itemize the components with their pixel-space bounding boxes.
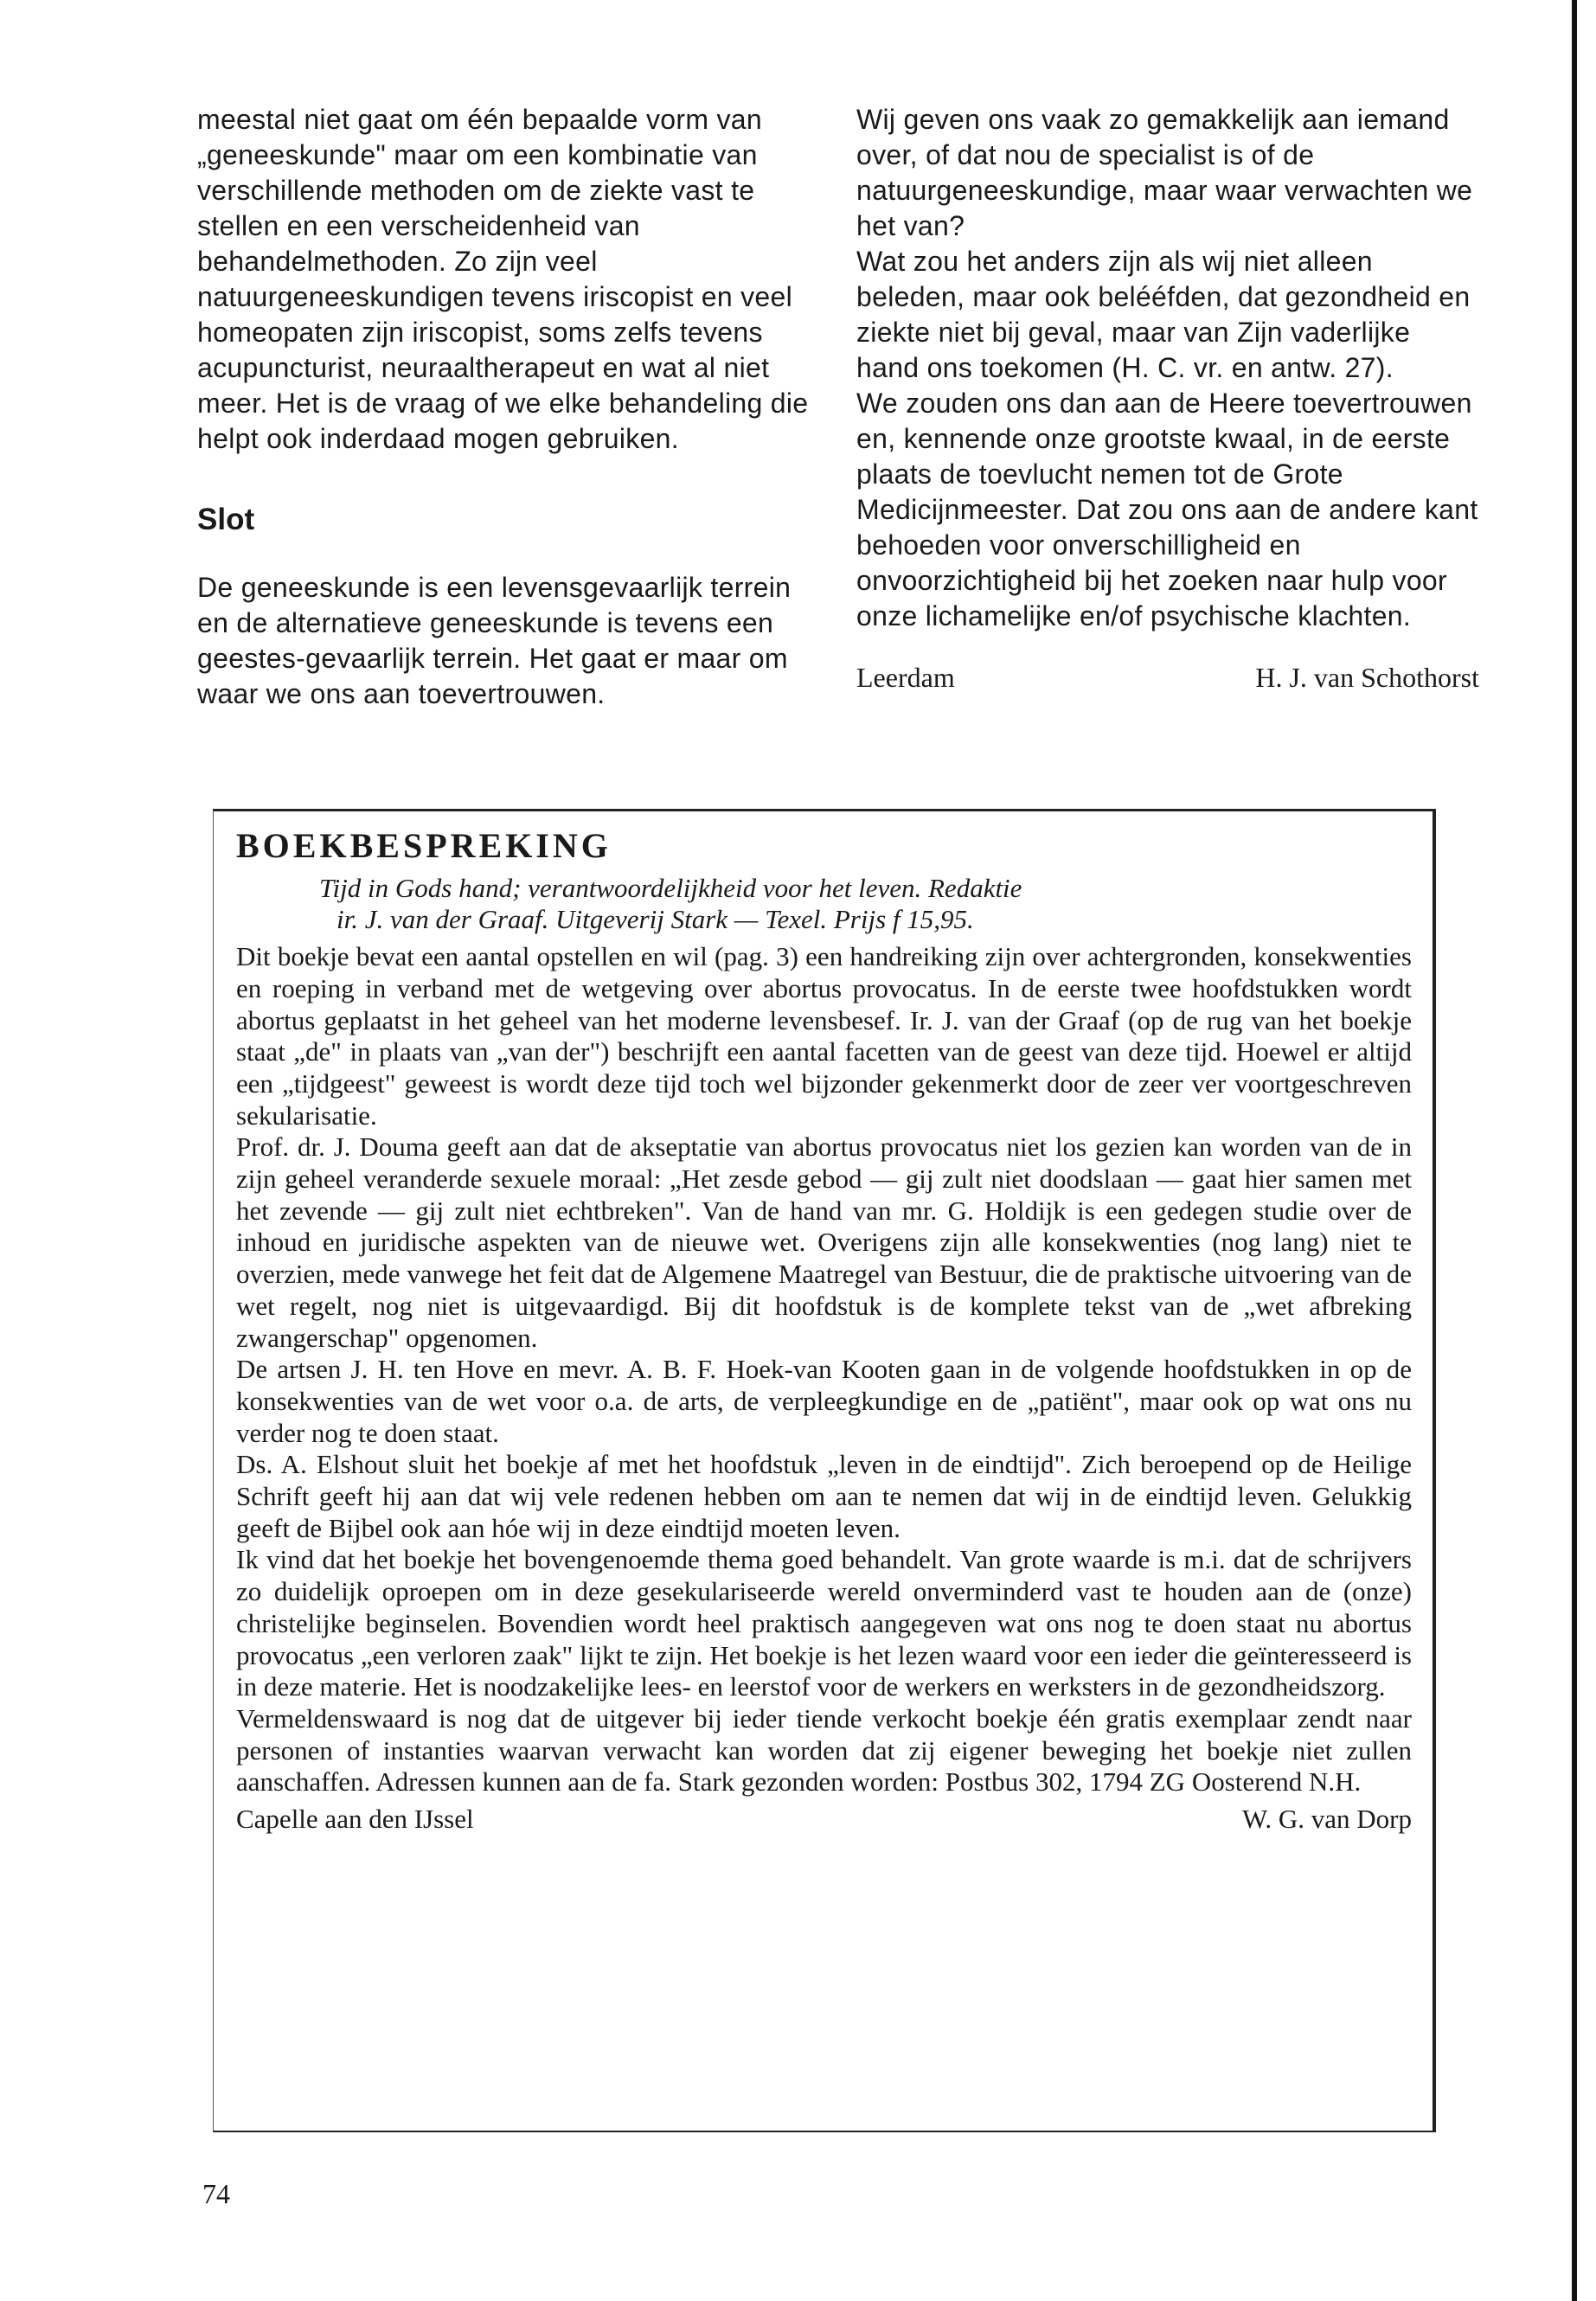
signature-author: H. J. van Schothorst	[1255, 662, 1479, 693]
book-review-content	[236, 826, 1412, 1836]
page-edge-bar	[1572, 0, 1577, 2301]
right-signature	[856, 660, 1479, 695]
left-column	[197, 102, 820, 712]
review-paragraph-3: De artsen J. H. ten Hove en mevr. A. B. F. Hoek-van Kooten gaan in de volgende hoofdstukken in op de konsekwenties van de wet voor o.a. de arts, de verpleegkundige en de „patiënt", maar ook op wat ons nu verder nog te doen staat.	[236, 1354, 1412, 1448]
left-paragraph-2: De geneeskunde is een levensgevaarlijk terrein en de alternatieve geneeskunde is tevens een geestes-gevaarlijk terrein. Het gaat er maar om waar we ons aan toevertrouwen.	[197, 572, 792, 709]
book-details-line-2: ir. J. van der Graaf. Uitgeverij Stark — Texel. Prijs f 15,95.	[337, 904, 974, 935]
right-paragraph-2: Wat zou het anders zijn als wij niet alleen beleden, maar ook belééfden, dat gezondheid en ziekte niet bij geval, maar van Zijn vaderlijke hand ons toekomen (H. C. vr. en antw. 27).	[856, 246, 1471, 383]
left-paragraph-1: meestal niet gaat om één bepaalde vorm van „geneeskunde" maar om een kombinatie van verschillende methoden om de ziekte vast te stellen en een verscheidenheid van behandelmethoden. Zo zijn veel natuurgeneeskundigen tevens iriscopist en veel homeopaten zijn iriscopist, soms zelfs tevens acupuncturist, neuraaltherapeut en wat al niet meer. Het is de vraag of we elke behandeling die helpt ook inderdaad mogen gebruiken.	[197, 104, 809, 454]
page-number: 74	[202, 2178, 230, 2209]
right-column	[856, 102, 1479, 695]
right-paragraph-1: Wij geven ons vaak zo gemakkelijk aan iemand over, of dat nou de specialist is of de natuurgeneeskundige, maar waar verwachten we het van?	[856, 104, 1473, 241]
book-review-title: BOEKBESPREKING	[236, 826, 612, 865]
review-signature	[236, 1804, 1412, 1836]
section-heading-slot: Slot	[197, 503, 255, 536]
book-details-line-1: Tijd in Gods hand; verantwoordelijkheid voor het leven. Redaktie	[319, 872, 1022, 903]
review-signature-author: W. G. van Dorp	[1241, 1804, 1412, 1835]
book-details	[236, 873, 1412, 936]
right-paragraph-3: We zouden ons dan aan de Heere toevertrouwen en, kennende onze grootste kwaal, in de eerste plaats de toevlucht nemen tot de Grote Medicijnmeester. Dat zou ons aan de andere kant behoeden voor onverschilligheid en onvoorzichtigheid bij het zoeken naar hulp voor onze lichamelijke en/of psychische klachten.	[856, 388, 1478, 631]
book-review-box	[213, 809, 1436, 2132]
signature-place: Leerdam	[856, 662, 955, 693]
review-paragraph-6: Vermeldenswaard is nog dat de uitgever bij ieder tiende verkocht boekje één gratis exemplaar zendt naar personen of instanties waarvan verwacht kan worden dat zij eigener beweging het boekje niet zullen aanschaffen. Adressen kunnen aan de fa. Stark gezonden worden: Postbus 302, 1794 ZG Oosterend N.H.	[236, 1702, 1412, 1798]
review-paragraph-2: Prof. dr. J. Douma geeft aan dat de akseptatie van abortus provocatus niet los gezien kan worden van de in zijn geheel veranderde sexuele moraal: „Het zesde gebod — gij zult niet doodslaan — gaat hier samen met het zevende — gij zult niet echtbreken". Van de hand van mr. G. Holdijk is een gedegen studie over de inhoud en juridische aspekten van de nieuwe wet. Overigens zijn alle konsekwenties (nog lang) niet te overzien, mede vanwege het feit dat de Algemene Maatregel van Bestuur, die de praktische uitvoering van de wet regelt, nog niet is uitgevaardigd. Bij dit hoofdstuk is de komplete tekst van de „wet afbreking zwangerschap" opgenomen.	[236, 1131, 1412, 1353]
review-signature-place: Capelle aan den IJssel	[236, 1804, 474, 1835]
review-paragraph-1: Dit boekje bevat een aantal opstellen en wil (pag. 3) een handreiking zijn over achtergronden, konsekwenties en roeping in verband met de wetgeving over abortus provocatus. In de eerste twee hoofdstukken wordt abortus geplaatst in het geheel van het moderne levensbesef. Ir. J. van der Graaf (op de rug van het boekje staat „de" in plaats van „van der") beschrijft een aantal facetten van de geest van deze tijd. Hoewel er altijd een „tijdgeest" geweest is wordt deze tijd toch wel bijzonder gekenmerkt door de zeer ver voortgeschreven sekularisatie.	[236, 941, 1412, 1131]
review-paragraph-5: Ik vind dat het boekje het bovengenoemde thema goed behandelt. Van grote waarde is m.i. dat de schrijvers zo duidelijk oproepen om in deze gesekulariseerde wereld onverminderd vast te houden aan de (onze) christelijke beginselen. Bovendien wordt heel praktisch aangegeven wat ons nog te doen staat nu abortus provocatus „een verloren zaak" lijkt te zijn. Het boekje is het lezen waard voor een ieder die geïnteresseerd is in deze materie. Het is noodzakelijke lees- en leerstof voor de werkers en werksters in de gezondheidszorg.	[236, 1544, 1412, 1702]
review-paragraph-4: Ds. A. Elshout sluit het boekje af met het hoofdstuk „leven in de eindtijd". Zich beroepend op de Heilige Schrift geeft hij aan dat wij vele redenen hebben om aan te nemen dat wij in de eindtijd leven. Gelukkig geeft de Bijbel ook aan hóe wij in deze eindtijd moeten leven.	[236, 1449, 1412, 1543]
